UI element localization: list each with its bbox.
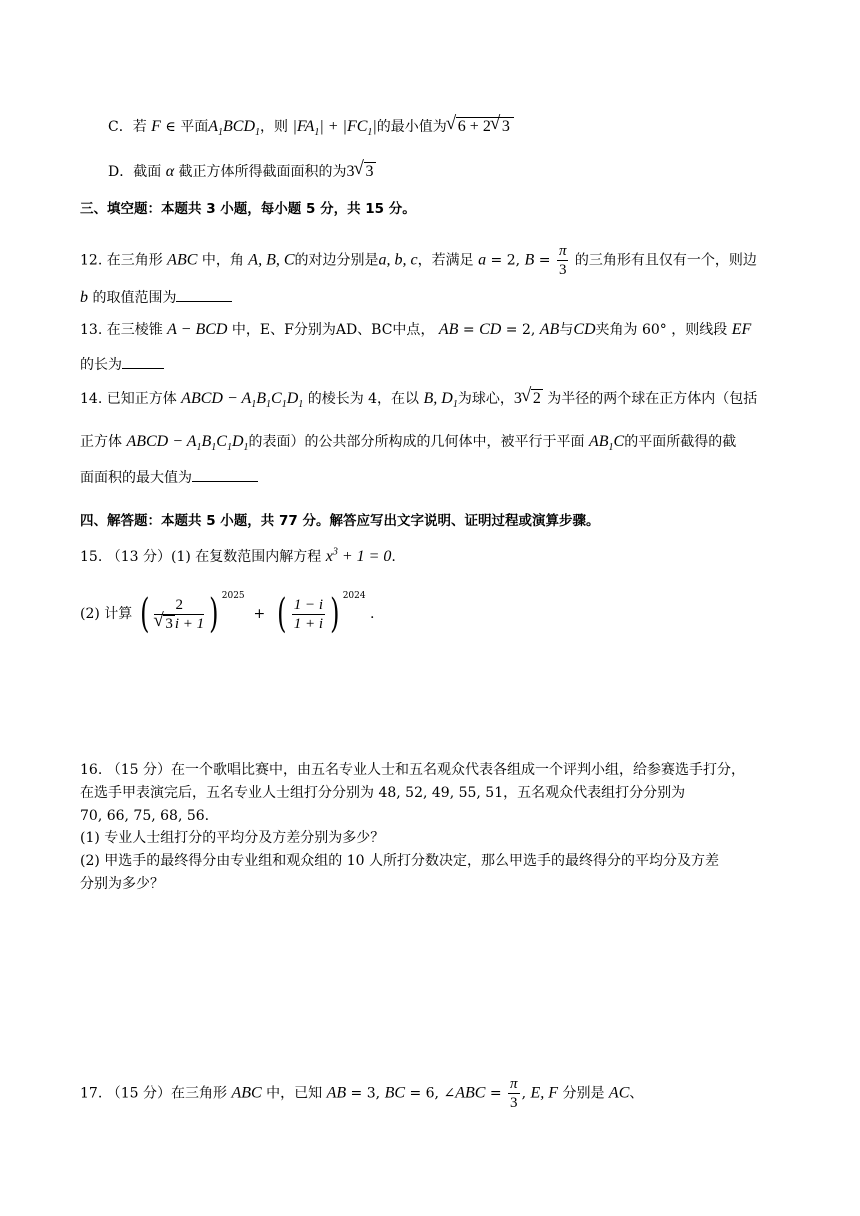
answer-blank-12[interactable] xyxy=(176,287,232,302)
question-13: 13. 在三棱锥 A − BCD 中，E、F分别为AD、BC中点， AB = CD = 2, AB与CD夹角为 60° ，则线段 EF xyxy=(80,321,752,338)
question-15-part2: (2) 计算 ( 2 √ 3 i + 1 ) $^{2025}$ + ( $\frac{1 - i}{1 + i}$ ) $^{2024}$ . xyxy=(80,594,375,634)
answer-blank-14[interactable] xyxy=(192,467,258,482)
question-16-sub2: (2) 甲选手的最终得分由专业组和观众组的 10 人所打分数决定，那么甲选手的最终得分的平均分及方差 xyxy=(80,853,719,869)
question-17: 17. （15 分）在三角形 ABC 中，已知 AB = 3, BC = 6, ∠ABC = $\frac{\pi}{3}$ , E, F 分别是 AC、 xyxy=(80,1076,644,1111)
section-title-solve: 四、解答题：本题共 5 小题，共 77 分。解答应写出文字说明、证明过程或演算步骤。 xyxy=(80,513,600,529)
section-title-fill-in: 三、填空题：本题共 3 小题，每小题 5 分，共 15 分。 xyxy=(80,201,416,217)
answer-blank-13[interactable] xyxy=(122,354,164,369)
question-15: 15. （13 分）(1) 在复数范围内解方程 $x^3 + 1 = 0$. xyxy=(80,546,396,565)
option-d: D．截面 α 截正方体所得截面面积的为3√ 3 xyxy=(108,162,376,182)
question-16-line3: 70, 66, 75, 68, 56. xyxy=(80,808,210,824)
question-14-line2: 正方体 ABCD − $A_1B_1C_1D_1$的表面）的公共部分所构成的几何体中，被平行于平面 $AB_1C$的平面所截得的截 xyxy=(80,433,737,454)
question-16-line1: 16. （15 分）在一个歌唱比赛中，由五名专业人士和五名观众代表各组成一个评判小组，给参赛选手打分， xyxy=(80,762,745,778)
question-14-line3: 面面积的最大值为 xyxy=(80,467,258,488)
question-16-line2: 在选手甲表演完后，五名专业人士组打分分别为 48, 52, 49, 55, 51，五名观众代表组打分分别为 xyxy=(80,785,686,801)
option-c: C．若 F ∈ 平面$A_1BCD_1$，则 $|FA_1| + |FC_1|$的最小值为√ 6 + 2√ 3 xyxy=(108,117,514,137)
question-14: 14. 已知正方体 ABCD − $A_1B_1C_1D_1$ 的棱长为 4，在以 B, $D_1$为球心，3√ 2 为半径的两个球在正方体内（包括 xyxy=(80,389,757,409)
question-16-line6: 分别为多少？ xyxy=(80,876,164,892)
question-16-sub1: (1) 专业人士组打分的平均分及方差分别为多少？ xyxy=(80,830,385,846)
question-12: 12. 在三角形 ABC 中，角 A, B, C的对边分别是a, b, c，若满足 a = 2, B = $\frac{\pi}{3}$ 的三角形有且仅有一个，则边 xyxy=(80,243,757,278)
question-12-line2: b 的取值范围为 xyxy=(80,287,232,308)
question-13-line2: 的长为 xyxy=(80,354,164,375)
